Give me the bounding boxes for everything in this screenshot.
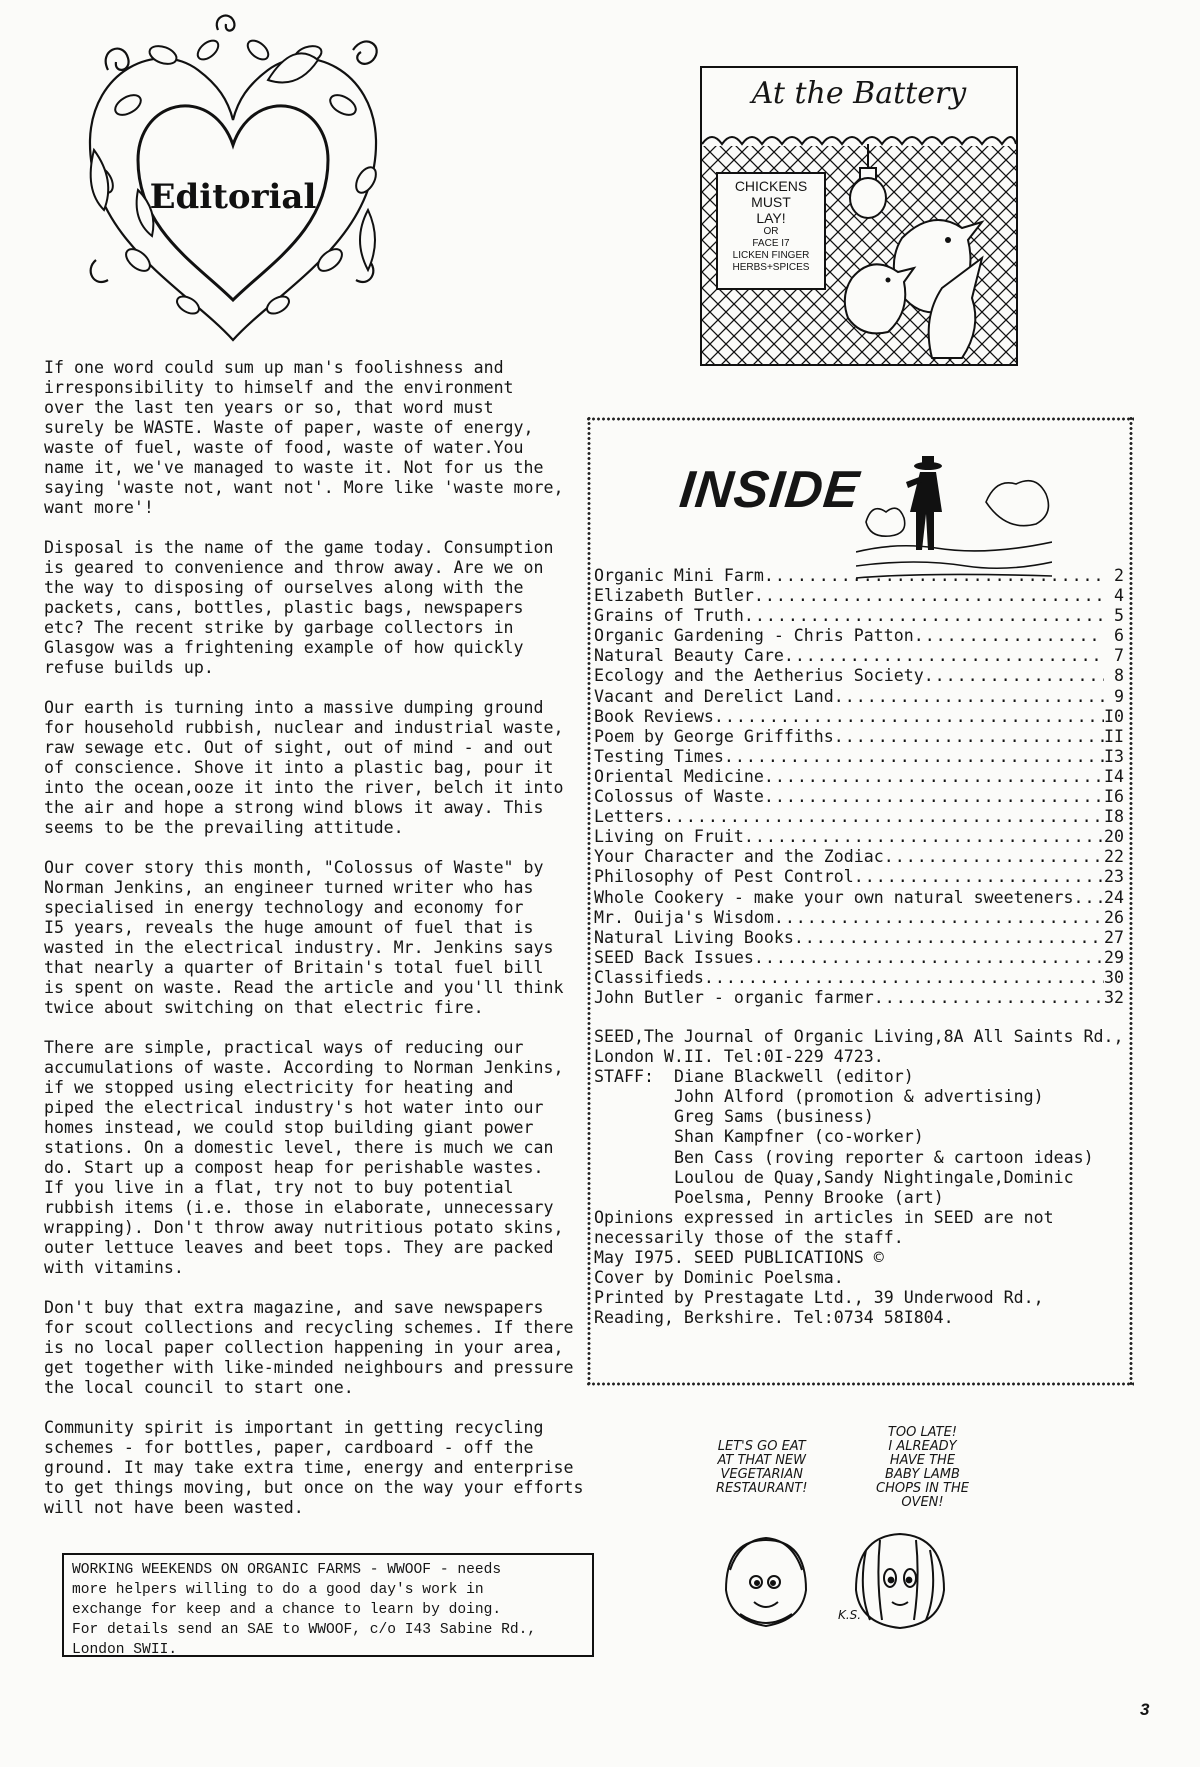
toc-entry[interactable] (594, 727, 1124, 747)
staff-member: Poelsma, Penny Brooke (art) (674, 1187, 944, 1207)
toc-entry[interactable] (594, 646, 1124, 666)
toc-entry[interactable] (594, 807, 1124, 827)
toc-title: Testing Times (594, 746, 724, 766)
toc-title: Organic Mini Farm (594, 566, 764, 585)
toc-title: Grains of Truth (594, 606, 744, 626)
toc-leader (744, 606, 1104, 626)
toc-leader (764, 566, 1104, 586)
toc-page: 27 (1104, 927, 1124, 947)
chickens-must-lay-sign (716, 172, 826, 290)
table-of-contents (594, 566, 1124, 1008)
editorial-paragraph: If one word could sum up man's foolishness and irresponsibility to himself and the environment over the last ten years or so, that word must surely be WASTE. Waste of paper, waste of energy, waste of fuel, waste of food, waste of water.You name it, we've managed to waste it. Not for us the saying 'waste not, want not'. More like 'waste more, want more'! (44, 358, 564, 517)
toc-entry[interactable] (594, 827, 1124, 847)
staff-member: Greg Sams (business) (674, 1107, 874, 1127)
toc-page: 26 (1104, 907, 1124, 927)
toc-entry[interactable] (594, 687, 1124, 707)
toc-leader (764, 767, 1104, 787)
toc-title: John Butler - organic farmer (594, 987, 874, 1007)
toc-title: Organic Gardening - Chris Patton (594, 626, 914, 646)
inside-contents-box (586, 416, 1134, 1387)
staff-member: Ben Cass (roving reporter & cartoon ideas) (674, 1147, 1094, 1167)
cartoon-characters-drawing (716, 1510, 1016, 1640)
toc-page: 7 (1114, 646, 1124, 666)
toc-page: 30 (1104, 967, 1124, 987)
toc-entry[interactable] (594, 606, 1124, 626)
toc-title: Vacant and Derelict Land (594, 686, 834, 706)
toc-title: Colossus of Waste (594, 787, 764, 807)
toc-leader (744, 827, 1104, 847)
vegetarian-restaurant-cartoon (716, 1425, 1016, 1640)
farmer-illustration (856, 442, 1052, 582)
editorial-paragraph: Disposal is the name of the game today. Consumption is geared to convenience and throw away. Are we on the way to disposing of ourselves along with the packets, cans, bottles, plastic bags, newspapers etc? The recent strike by garbage collectors in Glasgow was a frightening example of how quickly refuse builds up. (44, 538, 554, 677)
toc-title: Poem by George Griffiths (594, 726, 834, 746)
sign-line: CHICKENS (734, 178, 808, 194)
toc-entry[interactable] (594, 707, 1124, 727)
toc-leader (834, 687, 1104, 707)
toc-entry[interactable] (594, 787, 1124, 807)
toc-leader (754, 948, 1104, 968)
toc-title: SEED Back Issues (594, 947, 754, 967)
toc-page: I0 (1104, 706, 1124, 726)
toc-title: Elizabeth Butler (594, 586, 754, 606)
staff-member: Loulou de Quay,Sandy Nightingale,Dominic (674, 1167, 1074, 1187)
masthead-footer-line: necessarily those of the staff. (594, 1227, 904, 1247)
staff-member: Diane Blackwell (editor) (674, 1067, 914, 1087)
toc-page: 20 (1104, 827, 1124, 847)
toc-title: Whole Cookery - make your own natural sweeteners (594, 887, 1074, 907)
toc-leader (914, 626, 1104, 646)
toc-entry[interactable] (594, 867, 1124, 887)
toc-entry[interactable] (594, 586, 1124, 606)
editorial-paragraph: There are simple, practical ways of reducing our accumulations of waste. According to Norman Jenkins, if we stopped using electricity for heating and piped the electrical industry's hot water into our homes instead, we could stop building giant power stations. On a domestic level, there is much we can do. Start up a compost heap for perishable wastes. If you live in a flat, try not to buy potential rubbish items (i.e. those in elaborate, unnecessary wrapping). Don't throw away nutritious potato skins, outer lettuce leaves and beet tops. They are packed with vitamins. (44, 1038, 564, 1277)
toc-entry[interactable] (594, 908, 1124, 928)
sign-line: HERBS+SPICES (732, 262, 810, 273)
toc-leader (854, 867, 1104, 887)
toc-entry[interactable] (594, 847, 1124, 867)
masthead-footer-line: Cover by Dominic Poelsma. (594, 1268, 844, 1288)
toc-leader (774, 908, 1104, 928)
editorial-body (44, 358, 589, 1538)
toc-page: 2 (1114, 566, 1124, 585)
toc-leader (754, 586, 1104, 606)
star-border-left (586, 416, 592, 1387)
cartoonist-signature: K.S. (838, 1608, 862, 1622)
toc-entry[interactable] (594, 767, 1124, 787)
toc-entry[interactable] (594, 988, 1124, 1008)
toc-entry[interactable] (594, 888, 1124, 908)
sign-line: MUST (751, 194, 791, 210)
editorial-paragraph: Our earth is turning into a massive dumping ground for household rubbish, nuclear and industrial waste, raw sewage etc. Out of sight, out of mind - and out of conscience. Shove it into a plastic bag, pour it into the ocean,ooze it into the river, belch it into the air and hope a strong wind blows it away. This seems to be the prevailing attitude. (44, 698, 564, 837)
toc-title: Book Reviews (594, 706, 714, 726)
inside-title: INSIDE (676, 461, 863, 519)
staff-member: John Alford (promotion & advertising) (674, 1087, 1044, 1107)
sign-line: LAY! (756, 210, 786, 226)
editorial-logo-text: Editorial (149, 177, 317, 217)
masthead-footer-line: Opinions expressed in articles in SEED are not (594, 1207, 1054, 1227)
toc-title: Your Character and the Zodiac (594, 847, 884, 867)
toc-page: 32 (1104, 987, 1124, 1007)
toc-title: Natural Beauty Care (594, 646, 784, 666)
editorial-paragraph: Our cover story this month, "Colossus of Waste" by Norman Jenkins, an engineer turned writer who has specialised in energy technology and economy for I5 years, reveals the huge amount of fuel that is wasted in the electrical industry. Mr. Jenkins says that nearly a quarter of Britain's total fuel bill is spent on waste. Read the article and you'll think twice about switching on that electric fire. (44, 858, 564, 1017)
toc-leader (704, 968, 1104, 988)
sign-line: FACE I7 (752, 238, 790, 249)
toc-title: Letters (594, 807, 664, 827)
staff-label: STAFF: (594, 1067, 654, 1087)
toc-page: I3 (1104, 746, 1124, 766)
toc-page: 5 (1114, 606, 1124, 626)
masthead-address-line: London W.II. Tel:0I-229 4723. (594, 1047, 884, 1067)
masthead (594, 1027, 1128, 1328)
star-border-right (1128, 416, 1134, 1387)
toc-page: 23 (1104, 867, 1124, 887)
sign-line: LICKEN FINGER (732, 250, 810, 261)
toc-page: I6 (1104, 787, 1124, 807)
toc-leader (1074, 888, 1104, 908)
toc-leader (794, 928, 1104, 948)
toc-page: 6 (1114, 626, 1124, 646)
toc-leader (764, 787, 1104, 807)
masthead-footer-line: Reading, Berkshire. Tel:0734 58I804. (594, 1308, 954, 1328)
toc-entry[interactable] (594, 626, 1124, 646)
toc-entry[interactable] (594, 968, 1124, 988)
toc-page: II (1104, 726, 1124, 746)
staff-member: Shan Kampfner (co-worker) (674, 1127, 924, 1147)
sign-line: OR (763, 226, 779, 237)
toc-leader (924, 666, 1104, 686)
toc-entry[interactable] (594, 928, 1124, 948)
editorial-paragraph: Community spirit is important in getting recycling schemes - for bottles, paper, cardboard - off the ground. It may take extra time, energy and enterprise to get things moving, but once on the way your efforts will not have been wasted. (44, 1418, 584, 1517)
left-speech-bubble: LET'S GO EAT AT THAT NEW VEGETARIAN RESTAURANT! (716, 1439, 808, 1496)
toc-leader (664, 807, 1104, 827)
toc-entry[interactable] (594, 747, 1124, 767)
toc-leader (714, 707, 1104, 727)
toc-title: Natural Living Books (594, 927, 794, 947)
toc-title: Oriental Medicine (594, 766, 764, 786)
masthead-footer-line: Printed by Prestagate Ltd., 39 Underwood Rd., (594, 1288, 1044, 1308)
toc-page: 9 (1114, 686, 1124, 706)
editorial-paragraph: Don't buy that extra magazine, and save newspapers for scout collections and recycling schemes. If there is no local paper collection happening in your area, get together with like-minded neighbours and pressure the local council to start one. (44, 1298, 574, 1397)
star-border-top (586, 416, 1134, 422)
star-border-bottom (586, 1381, 1134, 1387)
battery-cartoon (700, 66, 1018, 366)
toc-leader (874, 988, 1104, 1008)
toc-title: Ecology and the Aetherius Society (594, 666, 924, 686)
toc-title: Philosophy of Pest Control (594, 867, 854, 887)
toc-page: I8 (1104, 807, 1124, 827)
toc-page: 24 (1104, 887, 1124, 907)
toc-entry[interactable] (594, 566, 1124, 586)
toc-page: 22 (1104, 847, 1124, 867)
right-speech-bubble: TOO LATE! I ALREADY HAVE THE BABY LAMB CHOPS IN THE OVEN! (876, 1425, 969, 1510)
toc-leader (884, 847, 1104, 867)
page-number: 3 (1140, 1700, 1150, 1719)
toc-title: Mr. Ouija's Wisdom (594, 907, 774, 927)
toc-page: 29 (1104, 947, 1124, 967)
toc-page: 4 (1114, 586, 1124, 606)
wwoof-notice: WORKING WEEKENDS ON ORGANIC FARMS - WWOOF - needs more helpers willing to do a good day's work in exchange for keep and a chance to learn by doing. For details send an SAE to WWOOF, c/o I43 Sabine Rd., London SWII. (62, 1553, 594, 1657)
toc-title: Living on Fruit (594, 827, 744, 847)
toc-leader (834, 727, 1104, 747)
toc-leader (724, 747, 1104, 767)
editorial-heart-logo (68, 10, 398, 350)
toc-page: I4 (1104, 766, 1124, 786)
toc-leader (784, 646, 1104, 666)
battery-cartoon-title: At the Battery (751, 76, 967, 111)
toc-entry[interactable] (594, 948, 1124, 968)
toc-entry[interactable] (594, 666, 1124, 686)
toc-title: Classifieds (594, 967, 704, 987)
masthead-footer-line: May I975. SEED PUBLICATIONS © (594, 1248, 884, 1268)
staff-list (674, 1067, 1094, 1208)
masthead-address-line: SEED,The Journal of Organic Living,8A All Saints Rd., (594, 1027, 1124, 1046)
toc-page: 8 (1114, 666, 1124, 686)
